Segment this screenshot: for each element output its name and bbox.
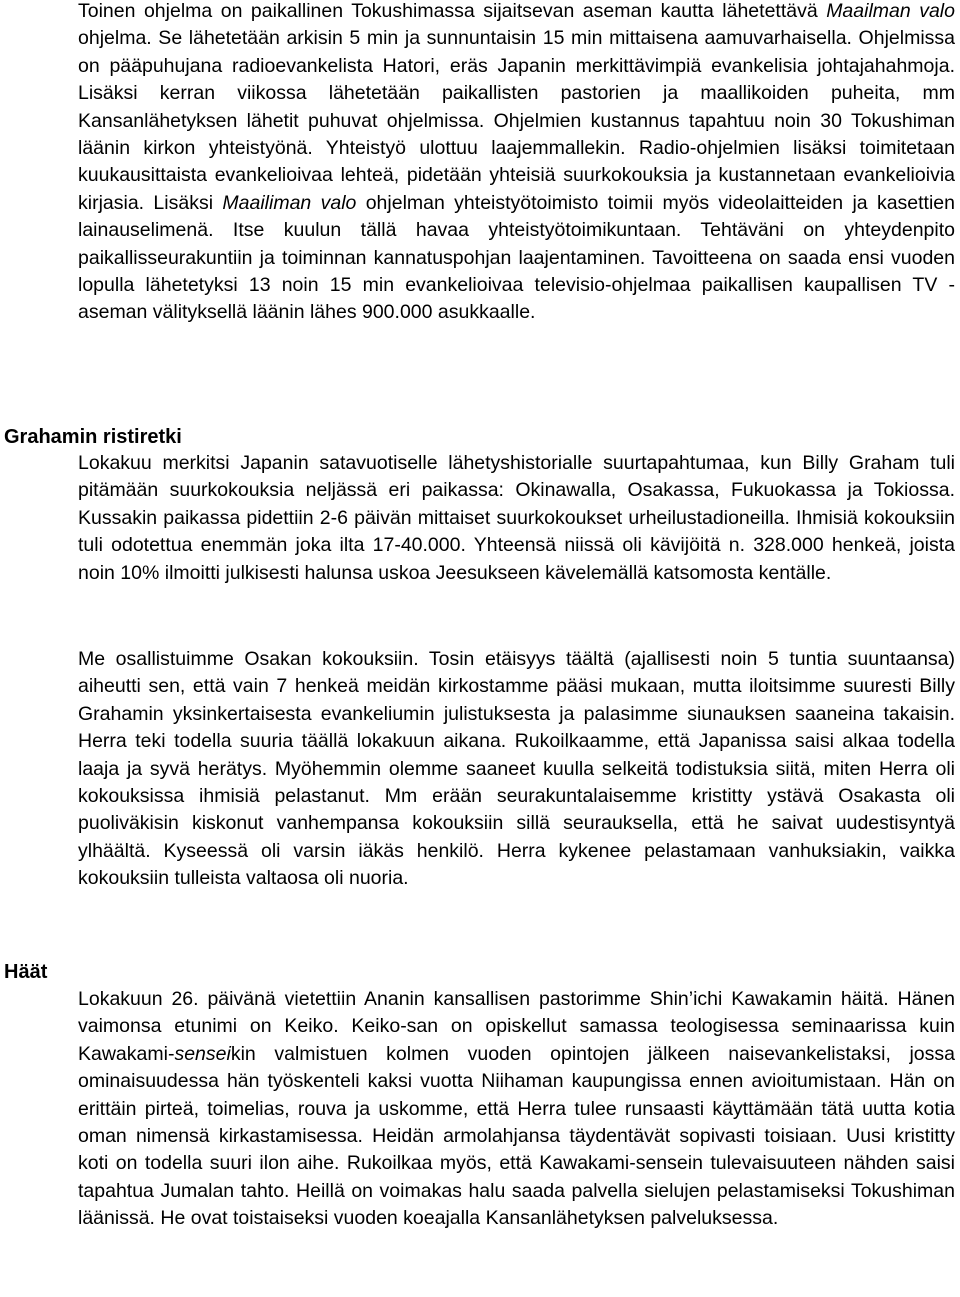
paragraph-wedding — [78, 986, 955, 1233]
section-heading-graham: Grahamin ristiretki — [4, 426, 182, 448]
italic-text-run: Maailman valo — [826, 0, 955, 22]
italic-text-run: sensei — [174, 1042, 231, 1065]
section-heading-wedding: Häät — [4, 961, 48, 983]
text-run: Me osallistuimme Osakan kokouksiin. Tosin etäisyys täältä (ajallisesti noin 5 tuntia suuntaansa) aiheutti sen, että vain 7 henkeä meidän kirkostamme pääsi mukaan, mutta iloitsimme suuresti Billy Grahamin yksinkertaisesta evankeliumin julistuksesta ja palasimme siunauksen saaneina takaisin. Herra teki todella suuria täällä lokakuun aikana. Rukoilkaamme, että Japanissa saisi alkaa todella laaja ja syvä herätys. Myöhemmin olemme saaneet kuulla selkeitä todistuksia siitä, miten Herra oli kokouksissa ihmisiä pelastanut. Mm erään seurakuntalaisemme kristitty ystävä Osakasta oli puoliväkisin kiskonut vanhempansa kokouksiin sillä seurauksella, että he saivat uudestisyntyä ylhäältä. Kyseessä oli varsin iäkäs henkilö. Herra kykenee pelastamaan vanhuksiakin, vaikka kokouksiin tulleista valtaosa oli nuoria. — [78, 648, 955, 890]
italic-text-run: Maailiman valo — [222, 191, 357, 214]
paragraph-graham-crusade — [78, 450, 955, 587]
paragraph-osaka-meetings — [78, 646, 955, 893]
text-run: Lokakuu merkitsi Japanin satavuotiselle lähetyshistorialle suurtapahtumaa, kun Billy Graham tuli pitämään suurkokouksia neljässä eri paikassa: Okinawalla, Osakassa, Fukuokassa ja Tokiossa. Kussakin paikassa pidettiin 2-6 päivän mittaiset suurkokoukset urheilustadioneilla. Ihmisiä kokouksiin tuli odotettua enemmän joka ilta 17-40.000. Yhteensä niissä oli kävijöitä n. 328.000 henkeä, joista noin 10% ilmoitti julkisesti halunsa uskoa Jeesukseen kävelemällä katsomosta kentälle. — [78, 452, 955, 584]
paragraph-radio-program — [78, 0, 955, 327]
text-run: Toinen ohjelma on paikallinen Tokushimassa sijaitsevan aseman kautta lähetettävä — [78, 0, 827, 22]
text-run: Lokakuun 26. päivänä vietettiin Ananin kansallisen pastorimme Shin’ichi Kawakamin häitä. Hänen vaimonsa etunimi on Keiko. Keiko-san on opiskellut samassa teologisessa seminaarissa kuin Kawakami- — [78, 988, 955, 1065]
text-run: kin valmistuen kolmen vuoden opintojen jälkeen naisevankelistaksi, jossa ominaisuudessa hän työskenteli kaksi vuotta Niihaman kaupungissa ennen avioitumistaan. Hän on erittäin pirteä, toimelias, rouva ja uskomme, että Herra tulee runsaasti käyttämään tätä uutta kotia oman nimensä kirkastamisessa. Heidän armolahjansa täydentävät sopivasti toisiaan. Uusi kristitty koti on todella suuri ilon aihe. Rukoilkaa myös, että Kawakami-sensein tulevaisuuteen nähden saisi tapahtua Jumalan tahto. Heillä on voimakas halu saada palvella sielujen pelastamiseksi Tokushiman läänissä. He ovat toistaiseksi vuoden koeajalla Kansanlähetyksen palveluksessa. — [78, 1042, 955, 1230]
text-run: ohjelma. Se lähetetään arkisin 5 min ja sunnuntaisin 15 min mittaisena aamuvarhaisella. Ohjelmissa on pääpuhujana radioevankelista Hatori, eräs Japanin merkittävimpiä evankelisia johtajahahmoja. Lisäksi kerran viikossa lähetetään paikallisten pastorien ja maallikoiden puheita, mm Kansanlähetyksen lähetit puhuvat ohjelmissa. Ohjelmien kustannus tapahtuu noin 30 Tokushiman läänin kirkon yhteistyönä. Yhteistyö ulottuu laajemmallekin. Radio-ohjelmien lisäksi toimitetaan kuukausittaista evankelioivaa lehteä, pidetään yhteisiä suurkokouksia ja kustannetaan evankelioivia kirjasia. Lisäksi — [78, 27, 955, 214]
text-run: ohjelman yhteistyötoimisto toimii myös videolaitteiden ja kasettien lainauselimenä. Itse kuulun tällä havaa yhteistyötoimikuntaan. Tehtäväni on yhteydenpito paikallisseurakuntiin ja toiminnan kannatuspohjan laajentaminen. Tavoitteena on saada ensi vuoden lopulla lähetetyksi 13 noin 15 min evankelioivaa televisio-ohjelmaa paikallisen kaupallisen TV -aseman välityksellä läänin lähes 900.000 asukkaalle. — [78, 191, 956, 324]
